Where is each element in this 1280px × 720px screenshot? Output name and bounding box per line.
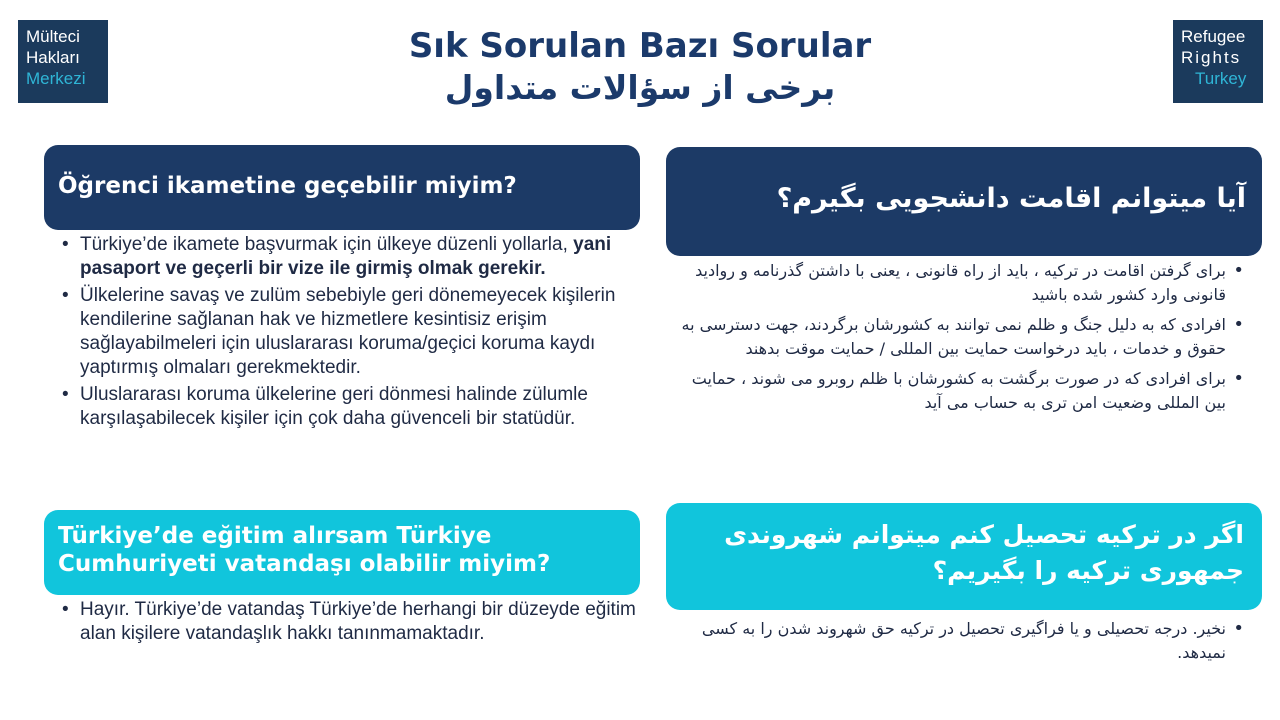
bullet-text: Ülkelerine savaş ve zulüm sebebiyle geri dönemeyecek kişilerin kendilerine sağlanan hak ve hizmetlere kesintisiz erişim sağlayabilmeleri için uluslararası koruma/geçici koruma kaydı yaptırmış olmaları gerekmektedir. [80, 285, 616, 378]
list-item [60, 284, 640, 380]
answer-list-citizenship-tr [60, 598, 640, 649]
logo-line: Hakları [26, 48, 80, 67]
page-title [300, 26, 980, 110]
question-box-student-residence-tr [44, 145, 640, 230]
title-persian: برخی از سؤالات متداول [444, 68, 836, 107]
logo-refugee-rights-turkey [1173, 20, 1263, 103]
logo-line: Turkey [1195, 69, 1247, 88]
list-item: • نخیر. درجه تحصیلی و یا فراگیری تحصیل در ترکیه حق شهروند شدن را به کسی نمیدهد. [680, 617, 1248, 665]
logo-line: Refugee [1181, 27, 1246, 46]
bullet-bold-text: yani pasaport ve geçerli bir vize ile girmiş olmak gerekir. [80, 234, 612, 279]
list-item: • برای افرادی که در صورت برگشت به کشورشان با ظلم روبرو می شوند ، حمایت بین المللی وضعیت امن تری به حساب می آید [680, 367, 1248, 415]
question-box-citizenship-fa [666, 503, 1262, 610]
question-text: آیا میتوانم اقامت دانشجویی بگیرم؟ [776, 183, 1246, 214]
question-text: Öğrenci ikametine geçebilir miyim? [58, 173, 517, 199]
title-turkish: Sık Sorulan Bazı Sorular [408, 26, 872, 66]
logo-line: Rights [1181, 48, 1242, 67]
question-box-citizenship-tr [44, 510, 640, 595]
bullet-text: Uluslararası koruma ülkelerine geri dönmesi halinde zülumle karşılaşabilecek kişiler için çok daha güvenceli bir statüdür. [80, 384, 588, 429]
list-item [60, 383, 640, 431]
logo-line: Merkezi [26, 69, 86, 88]
answer-list-student-residence-tr [60, 233, 640, 434]
list-item: • افرادی که به دلیل جنگ و ظلم نمی توانند به کشورشان برگردند، جهت دسترسی به حقوق و خدمات ، باید درخواست حمایت بین المللی / حمایت موقت بدهند [680, 313, 1248, 361]
question-text: Türkiye’de eğitim alırsam Türkiye Cumhuriyeti vatandaşı olabilir miyim? [58, 523, 551, 577]
logo-multeci-haklari-merkezi [18, 20, 108, 103]
bullet-text: Türkiye’de ikamete başvurmak için ülkeye düzenli yollarla, [80, 234, 574, 255]
answer-list-student-residence-fa [680, 259, 1248, 421]
answer-list-citizenship-fa [680, 617, 1248, 671]
list-item [60, 233, 640, 281]
list-item: • Hayır. Türkiye’de vatandaş Türkiye’de herhangi bir düzeyde eğitim alan kişilere vatandaşlık hakkı tanınmamaktadır. [60, 598, 640, 646]
logo-line: Mülteci [26, 27, 80, 46]
list-item: • برای گرفتن اقامت در ترکیه ، باید از راه قانونی ، یعنی با داشتن گذرنامه و روادید قانونی وارد کشور شده باشید [680, 259, 1248, 307]
question-box-student-residence-fa [666, 147, 1262, 256]
question-text: اگر در ترکیه تحصیل کنم میتوانم شهروندی جمهوری ترکیه را بگیریم؟ [724, 520, 1244, 585]
